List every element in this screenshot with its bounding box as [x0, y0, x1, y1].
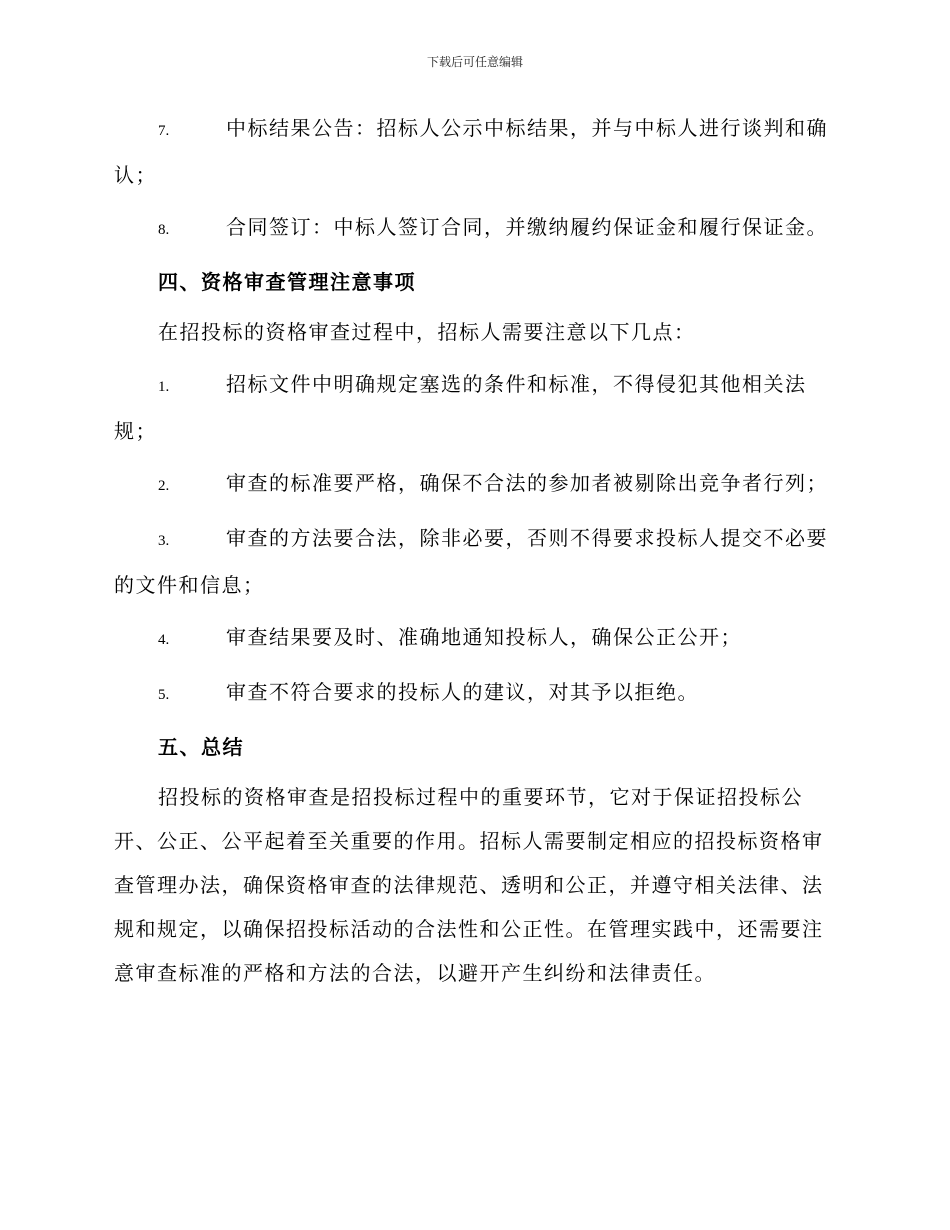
list-number: 1. — [158, 379, 170, 395]
list-item — [114, 615, 836, 662]
list-item — [114, 205, 836, 252]
list-item — [114, 670, 836, 717]
list-number: 5. — [158, 687, 170, 703]
list-text: 审查的方法要合法，除非必要，否则不得要求投标人提交不必要的文件和信息； — [114, 526, 828, 597]
list-number: 4. — [158, 632, 170, 648]
list-number: 2. — [158, 478, 170, 494]
document-body — [114, 106, 836, 995]
list-item — [114, 516, 836, 607]
list-item — [114, 106, 836, 197]
list-number: 3. — [158, 533, 170, 549]
list-text: 中标结果公告：招标人公示中标结果，并与中标人进行谈判和确认； — [114, 116, 828, 187]
list-number: 8. — [158, 222, 170, 238]
section-heading: 四、资格审查管理注意事项 — [158, 270, 416, 294]
list-number: 7. — [158, 123, 170, 139]
list-item — [114, 362, 836, 453]
list-text: 审查不符合要求的投标人的建议，对其予以拒绝。 — [226, 680, 699, 704]
list-text: 审查的标准要严格，确保不合法的参加者被剔除出竞争者行列； — [226, 471, 828, 495]
section-intro: 在招投标的资格审查过程中，招标人需要注意以下几点： — [158, 320, 696, 344]
list-text: 合同签订：中标人签订合同，并缴纳履约保证金和履行保证金。 — [226, 215, 828, 239]
list-item — [114, 461, 836, 508]
summary-paragraph: 招投标的资格审查是招投标过程中的重要环节，它对于保证招投标公开、公正、公平起着至关重要的作用。招标人需要制定相应的招投标资格审查管理办法，确保资格审查的法律规范、透明和公正，并遵守相关法律、法规和规定，以确保招投标活动的合法性和公正性。在管理实践中，还需要注意审查标准的严格和方法的合法，以避开产生纠纷和法律责任。 — [114, 785, 824, 985]
section-heading: 五、总结 — [158, 735, 244, 759]
list-text: 招标文件中明确规定塞选的条件和标准，不得侵犯其他相关法规； — [114, 372, 807, 443]
list-text: 审查结果要及时、准确地通知投标人，确保公正公开； — [226, 625, 742, 649]
page-header: 下载后可任意编辑 — [426, 55, 523, 69]
